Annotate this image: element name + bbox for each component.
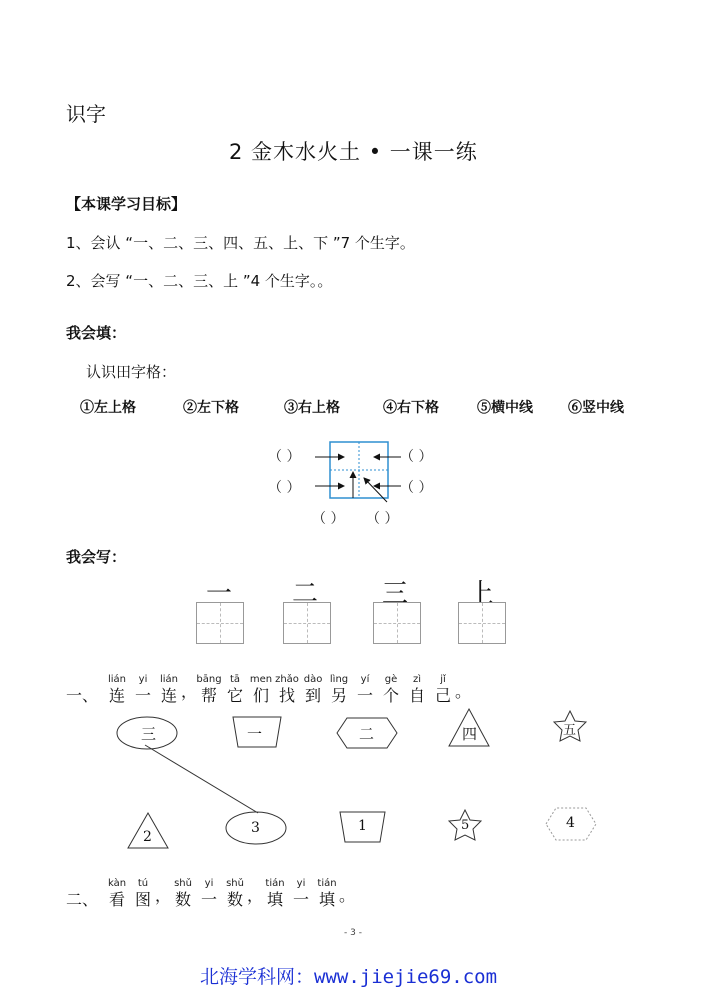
q2-word <box>170 878 196 910</box>
label-triangle: 四 <box>462 725 478 743</box>
hanzi: 。 <box>339 886 356 905</box>
pinyin: tián <box>317 878 337 889</box>
option-3: ③右上格 <box>284 400 340 416</box>
hanzi: 一 <box>357 686 374 705</box>
pinyin: yi <box>296 878 306 889</box>
writing-box-1[interactable] <box>196 602 244 644</box>
pinyin: lìng <box>329 674 349 685</box>
pinyin: lián <box>108 674 127 685</box>
hanzi: 另 <box>331 686 348 705</box>
hanzi: 找 <box>279 686 296 705</box>
footer-prefix: 北海学科网： <box>200 966 315 988</box>
hanzi: 到 <box>305 686 322 705</box>
label-hexagon-bottom: 4 <box>566 815 575 831</box>
footer <box>200 962 497 989</box>
blank-bottom-left[interactable]: （ ） <box>268 480 301 496</box>
fill-heading: 我会填： <box>66 324 127 342</box>
hanzi: 看 <box>109 890 126 909</box>
pinyin: shǔ <box>174 878 192 889</box>
hanzi: 一 <box>201 890 218 909</box>
pinyin: zì <box>413 674 422 685</box>
hanzi: 连 <box>109 686 126 705</box>
question-2 <box>66 871 354 910</box>
pinyin: kàn <box>107 878 127 889</box>
label-hexagon: 二 <box>359 725 375 743</box>
hanzi: 们 <box>253 686 270 705</box>
writing-box-3[interactable] <box>373 602 421 644</box>
option-5: ⑤横中线 <box>477 400 533 416</box>
pinyin: yi <box>204 878 214 889</box>
page-title: 2 金木水火土 • 一课一练 <box>229 140 478 164</box>
question-2-number: 二、 <box>66 890 99 909</box>
pinyin: gè <box>384 674 398 685</box>
q2-word <box>130 878 156 910</box>
write-char-1: 一 <box>206 579 233 609</box>
page-number: - 3 - <box>344 928 362 938</box>
pinyin: jǐ <box>440 674 446 685</box>
hanzi: ， <box>181 682 198 701</box>
label-oval-bottom: 3 <box>251 820 260 836</box>
q2-word <box>196 878 222 910</box>
writing-box-4[interactable] <box>458 602 506 644</box>
write-heading: 我会写： <box>66 548 127 566</box>
write-char-2: 二 <box>292 579 319 609</box>
pinyin: dào <box>303 674 323 685</box>
grid-intro: 认识田字格： <box>86 363 177 381</box>
q2-word <box>222 878 248 910</box>
label-triangle-bottom: 2 <box>143 829 152 845</box>
hanzi: 连 <box>161 686 178 705</box>
write-char-3: 三 <box>382 579 409 609</box>
blank-vertical-line[interactable]: （ ） <box>312 511 345 527</box>
hanzi: 填 <box>319 890 336 909</box>
question-1-number: 一、 <box>66 686 99 705</box>
section-label: 识字 <box>66 102 106 126</box>
hanzi: ， <box>247 886 264 905</box>
label-trapezoid-bottom: 1 <box>358 818 367 834</box>
hanzi: 自 <box>409 686 426 705</box>
label-star: 五 <box>563 723 577 738</box>
blank-bottom-right[interactable]: （ ） <box>400 480 433 496</box>
blank-top-right[interactable]: （ ） <box>400 449 433 465</box>
q1-word <box>456 682 470 702</box>
hanzi: 它 <box>227 686 244 705</box>
pinyin: tián <box>265 878 285 889</box>
pinyin: yí <box>360 674 370 685</box>
blank-top-left[interactable]: （ ） <box>268 449 301 465</box>
hanzi: 一 <box>135 686 152 705</box>
q1-word <box>182 682 196 702</box>
option-4: ④右下格 <box>383 400 439 416</box>
q2-word <box>156 886 170 906</box>
q2-word <box>262 878 288 910</box>
hanzi: 己 <box>435 686 452 705</box>
footer-url[interactable]: www.jiejie69.com <box>314 966 498 988</box>
option-6: ⑥竖中线 <box>568 400 624 416</box>
hanzi: 帮 <box>201 686 218 705</box>
pinyin: tú <box>137 878 149 889</box>
hanzi: 数 <box>175 890 192 909</box>
hanzi: ， <box>155 886 172 905</box>
option-2: ②左下格 <box>183 400 239 416</box>
goal-item-1: 1、会认 “一、二、三、四、五、上、下 ”7 个生字。 <box>66 234 415 252</box>
option-1: ①左上格 <box>80 400 136 416</box>
pinyin: lián <box>160 674 179 685</box>
pinyin: yi <box>138 674 148 685</box>
pinyin: men <box>249 674 273 685</box>
pinyin: bāng <box>196 674 222 685</box>
hanzi: 一 <box>293 890 310 909</box>
pinyin: zhǎo <box>275 674 299 685</box>
label-star-bottom: 5 <box>461 818 470 833</box>
goal-item-2: 2、会写 “一、二、三、上 ”4 个生字。。 <box>66 272 333 290</box>
hanzi: 图 <box>135 890 152 909</box>
goals-heading: 【本课学习目标】 <box>66 195 187 213</box>
q2-word <box>314 878 340 910</box>
label-trapezoid: 一 <box>247 725 263 743</box>
label-oval: 三 <box>141 725 157 743</box>
hanzi: 。 <box>455 682 472 701</box>
hanzi: 数 <box>227 890 244 909</box>
hanzi: 填 <box>267 890 284 909</box>
blank-horizontal-line[interactable]: （ ） <box>366 511 399 527</box>
question-2-text <box>104 871 354 910</box>
q2-word <box>248 886 262 906</box>
q2-word <box>104 878 130 910</box>
writing-box-2[interactable] <box>283 602 331 644</box>
q2-word <box>288 878 314 910</box>
pinyin: shǔ <box>226 878 244 889</box>
pinyin: tā <box>229 674 241 685</box>
hanzi: 个 <box>383 686 400 705</box>
connection-line <box>145 745 258 813</box>
q2-word <box>340 886 354 906</box>
write-char-4: 上 <box>468 579 495 609</box>
